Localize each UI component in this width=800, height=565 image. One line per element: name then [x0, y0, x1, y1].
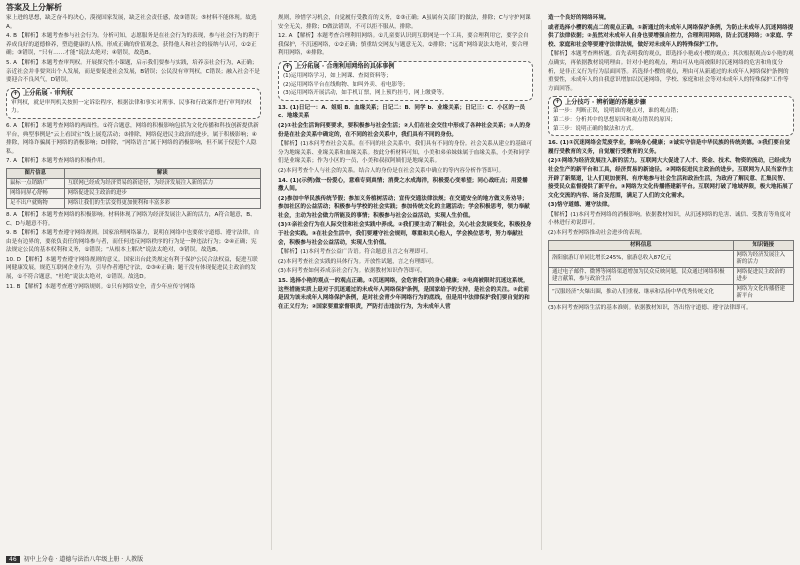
list-item: 第一步：判断正误，说明谁的观点对，谁的观点错； — [553, 108, 682, 115]
answer-10: 10. D 【解析】本题考查遵守网络规则的意义。国家出台此类规定有利于保护公民合法权益，促进互联网健康发展，规范互联网企业行为，引导作者遵纪守法，②③④正确；题干没有体现促进民主政治的发展，①不符合题意，“杜绝”说法太绝对，①错误。故选D。 — [6, 256, 258, 281]
analysis-16: 【解析】(1)本问考查网络的消极影响。依据教材知识，从沉迷网络的危害、诚信、受教育等角度对小林进行劝说即可。 — [548, 211, 791, 227]
plus-icon: + — [554, 98, 561, 106]
table-cell: 鼠标一点销路广 — [7, 178, 65, 188]
analysis-14: 【解析】(1)本问考查公益广告语。符合题意且言之有理即可。 — [278, 249, 432, 256]
page-number: 46 — [6, 556, 20, 563]
answer-11: 11. B 【解析】本题考查遵守网络规则。①只有网络安全，青少年应传守网络 — [6, 283, 196, 290]
table-cell: 洛阳旅游订单同比增长245%，旅游总收入87亿元 — [549, 250, 734, 267]
table-row — [7, 198, 261, 208]
table-cell: 网络促进民主政治的进步 — [64, 188, 260, 198]
plus-icon: + — [12, 89, 19, 97]
page-footer — [6, 554, 143, 563]
book-title: 初中上分卷 · 道德与法治八年级上册 · 人教版 — [23, 556, 144, 563]
analysis-table — [6, 168, 261, 209]
table-row — [549, 250, 794, 267]
answer-16-2: (2)①网络为经济发展注入新的活力。互联网大大促进了人才、资金、技术、物资的流动，已经成为社会生产的新平台和工具，经济贸易的新途径。②网络促进民主政治的进步。互联网为人民当家作主开辟了新渠道，让人们更加便利、有序地参与社会生活和政治生活，为政府了解民意、汇集民智、接受民众监督提供了新平台。③网络为文化传播搭建新平台。互联网打破了地域界限，极大地拓展了文化交流的内容、场合及范围，满足了人们的文化需求。 — [548, 158, 794, 199]
paragraph: 造一个良好的网络环境。 — [548, 15, 610, 21]
list-item: (2)运用网络平台在线购物、如叫外卖、看电影等； — [283, 81, 409, 88]
answer-8: 8. A 【解析】本题考查网络的积极影响。材料体现了网络为经济发展注入新的活力，A符合题意，B、C、D与题意不符。 — [6, 211, 256, 227]
answer-14: 14. (1)(示例)做一份爱心，意难专到真情；消费之水成海洋，积极爱心变希望；同心战旺点；用爱播撒人间。 — [278, 177, 528, 193]
table-header: 知识链接 — [733, 240, 793, 250]
answer-7: 7. A 【解析】本题考查网络的积极作用。 — [6, 158, 109, 165]
answer-14-3: (3)①亲社会行为在人际交往和社会实践中养成。②我们要主动了解社会，关心社会发展变化，积极投身于社会实践。③在社会生活中，我们要遵守社会规则，尊重和关心他人，学会换位思考，努力奉献社会，积极参与社会公益活动，实现人生价值。 — [278, 222, 532, 246]
list-item: (1)运用网络学习，如上网课、查阅资料等； — [283, 72, 392, 79]
table-header: 解读 — [64, 168, 260, 178]
list-item: 第三步：说明正确的做法和方式。 — [553, 125, 637, 132]
table-header: 图片信息 — [7, 168, 65, 178]
material-table — [548, 240, 794, 302]
table-row — [549, 267, 794, 284]
table-cell: 通过电子邮件、微博等网络渠道增加为民众反映问题，民众通过网络积极建言献策，参与政治生活 — [549, 267, 734, 284]
table-header: 材料信息 — [549, 240, 734, 250]
table-cell: 网络为经济发展注入新的活力 — [733, 250, 793, 267]
column-divider — [541, 20, 542, 550]
paragraph: 规则，珍惜学习机会，自觉履行受教育的义务，②③正确；A虽属有关部门的做法，排除；C与守护网课安全无关，排除；D做法错误，不可以拒不服从，排除。 — [278, 15, 531, 30]
table-cell: 足不出户就购物 — [7, 198, 65, 208]
tip-box-shenpanquan — [6, 88, 261, 119]
list-item: 第二步：分析其中的思想原因和观点错误的原因； — [553, 116, 677, 123]
column-divider — [271, 20, 272, 550]
analysis-13: 【解析】(1)本问考查社会关系。在不同的社会关系中，我们具有不同的身份。社会关系从建立的基础可分为地缘关系、业缘关系和血缘关系。按此分析材料可知，小美和弟弟妹妹属于血缘关系，小美和同学们是业缘关系；作为小区的一员，小美和叔叔阿姨们是地缘关系。 — [278, 141, 533, 165]
table-cell: 互联网已经成为经济贸易的新途径，为经济发展注入新的活力 — [64, 178, 260, 188]
analysis-16-2: (2)本问考查网络推动社会进步的表现。 — [548, 230, 646, 237]
table-cell: 网络为文化传播搭建新平台 — [733, 284, 793, 301]
tip-box-title: 上分拓展 · 审判权 — [23, 89, 73, 97]
paragraph: 家上进的思想，缺乏奋斗的决心，漠视国家发展，缺乏社会责任感，故③错误；⑤材料不能体现。故选A。 — [6, 15, 257, 30]
column-left — [6, 14, 261, 292]
answer-4: 4. B 【解析】本题考查参与社会行为。分析可知，志愿服务是在社会行为的表现，参与社会行为的利于养成良好的道德修养，塑造健康的人格，形成正确的价值观念，获得他人和社会的接纳与认可，①②正确；③错误，“只有……才能”说法太绝对；④错误，故选B。 — [6, 33, 260, 57]
analysis-15: 【解析】本题考查辨析题。首先表明我的观点，即选择小艳或小樱的观点；其次根据观点①小艳的观点确实，再依据教材说明理由。针对小艳的观点，理由可从电商被限时沉迷网络的危害和角度分析，是非正义行为行为层面回答。若选择小樱的观点，理由可从新通过的未成年人网络保护条例的重要性，未成年人的自我意识增加以沉迷网络，学校、家庭和社会等对未成年人的特殊保护工作等方面回答。 — [548, 51, 794, 92]
table-cell: “汉服经济”火爆出圈，推动人们重视、继承和弘扬中华优秀传统文化 — [549, 284, 734, 301]
paragraph: 或者选择小樱的观点二的观点正确。①新通过的未成年人网络保护条例，为防止未成年人沉迷网络提供了法律依据；②虽然对未成年人自身也要增强自控力，合理利用网络，防止沉迷网络；③家庭、学校、家庭和社会等要遵守法律法规，做好对未成年人的特殊保护工作。 — [548, 24, 794, 48]
answer-13-2: (2)①社会生活询问要要求，要积极参与社会生活；②人们在社会交往中形成了各种社会关系；③人的身份是在社会关系中确定的，在不同的社会关系中，我们具有不同的身份。 — [278, 122, 531, 138]
tip-box-steps — [548, 96, 794, 136]
table-cell: 网络促进民主政治的进步 — [733, 267, 793, 284]
answer-14-2: (2)参加中华民族传统节假；参加义务植树活动；宣传交通法律法规；在交通安全的地方做义务劝导；参加社区的公益活动；积极参与学校的社会实践；参加传统文化的主题活动；学会积极思考，领力奉献社会，主动为社会做力所能及的事情；积极参与社会公益活动，实现人生价值。 — [278, 195, 530, 219]
answer-16: 16. (1)①沉迷网络会荒废学业，影响身心健康；②诚实守信是中华民族的传统美德。③我们要自觉履行受教育的义务，自觉履行受教育的义务。 — [548, 140, 791, 155]
column-middle — [278, 14, 533, 312]
table-cell: 网络让我们的生活变得更加便利和丰富多彩 — [64, 198, 260, 208]
analysis-16-3: (3)本问考查网络生活的基本准则。依据教材知识，答出恪守道德、遵守法律即可。 — [548, 304, 752, 311]
tip-box-title: 上分拓展 · 合理利用网络的具体事例 — [295, 63, 395, 71]
analysis-13-2: (2)本问考查个人与社会的关系。结合人的身份是在社会关系中确立的等内容分析作答即可。 — [278, 167, 505, 174]
answer-15: 15. 选择小艳的观点一的观点正确。①沉迷网络，会危害我们的身心健康；②电商被限时沉迷这系统，这些措施实质上是对于沉迷通过的未成年人网络保护条例，是国家给予的支持，是社会的关注。③此前是因为该未成年人网络保护条例，是对社会青少年网络行为的底线，但是用中法律保护我们要自觉的和在正义行为；②国家要重家督职责，严防打击违法行为，为未成年人营 — [278, 278, 530, 310]
table-row — [7, 188, 261, 198]
tip-box-text: 审判权，就是审判机关按照一定诉讼程序，根据法律和事实对刑事、民事和行政案件进行审判的权力。 — [11, 99, 252, 115]
column-right — [548, 14, 794, 313]
table-row — [549, 284, 794, 301]
plus-icon: + — [284, 62, 291, 70]
table-row — [7, 178, 261, 188]
answer-6: 6. A 【解析】本题考查网络的两面性。①符合题意，网络的积极影响包括为文化传播和科技创新提供新平台，典型事例是“云上看国宝”线上展览活动；③排除，网络促进民主政治的进步，属于积极影响；④排除，网络诈骗属于网络的消极影响；D排除，“网络语言”属于网络的消极影响，但不属于侵犯个人隐私。 — [6, 122, 259, 155]
list-item: (3)运用网络开展活动，如手机订票，网上预约挂号，网上缴费等。 — [283, 90, 448, 97]
table-cell: 网络同屏心舒畅 — [7, 188, 65, 198]
tip-box-network-use — [278, 61, 533, 101]
answer-12: 12. A 【解析】本题考查合理利用网络。①儿童要认识到互联网是一个工具，要合理利用它，要学会自我保护，不沉迷网络，①②正确；慎重结交网友与题意无关，②排除；“远离”网络说法太绝对，要合理利用网络，④排除。 — [278, 33, 529, 57]
answer-9: 9. B 【解析】本题考查遵守网络规则。国家治理网络暴力，说明在网络中也要依守道德、遵守法律，自由是有边界的，要依负责任的网络参与者，而任何违反网络秩序的行为是一种违法行为；②④正确；宪法规定公民的基本权利和义务，①错误；“从根本上解决”说法太绝对，③错误。故选B。 — [6, 230, 260, 254]
tip-box-title: 上分技巧 · 辨析题的答题步骤 — [565, 98, 646, 106]
answer-16-3: (3)恪守道德、遵守法律。 — [548, 202, 613, 209]
analysis-14-2: (2)本问考查社会实践的具体行为。开放性试题，言之有理即可。 — [278, 258, 437, 265]
analysis-14-3: (3)本问考查如何养成亲社会行为。依据教材知识作答即可。 — [278, 268, 426, 275]
answer-5: 5. A 【解析】本题考查审判权。开展探究性小课题，启示我们要参与实践，培养亲社会行为，A正确；亲近社会并非要突出个人发展，而是要促进社会发展，B错误；公民没有审判权，C错误；融入社会不是要迎合不良风气，D错误。 — [6, 59, 260, 84]
page-header: 答案及上分解析 — [6, 3, 62, 12]
answer-13: 13. (1)日记一：A．姐姐 B．血缘关系；日记二：B．同学 b．业缘关系；日记三：C．小区的一员 c．地缘关系 — [278, 104, 526, 120]
